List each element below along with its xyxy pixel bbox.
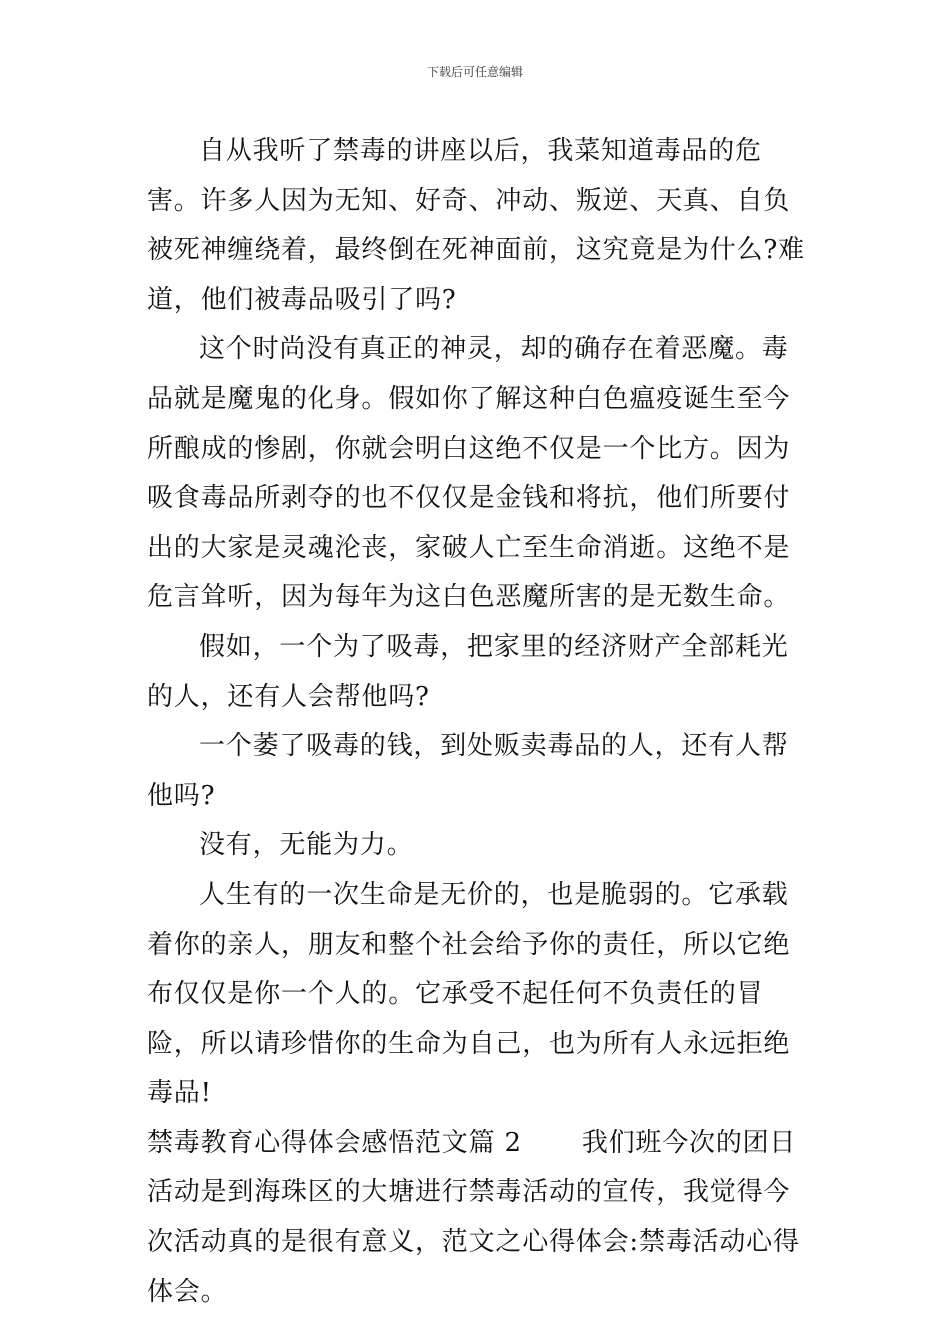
paragraph: 这个时尚没有真正的神灵，却的确存在着恶魔。毒品就是魔鬼的化身。假如你了解这种白色瘟疫诞生至今所酿成的惨剧，你就会明白这绝不仅是一个比方。因为吸食毒品所剥夺的也不仅仅是金钱和将抗，他们所要付出的大家是灵魂沦丧，家破人亡至生命消逝。这绝不是危言耸听，因为每年为这白色恶魔所害的是无数生命。 — [147, 334, 791, 613]
section-text: 我们班今次的团日活动是到海珠区的大塘进行禁毒活动的宣传，我觉得今次活动真的是很有意义，范文之心得体会:禁毒活动心得体会。 — [147, 1127, 800, 1307]
paragraph: 人生有的一次生命是无价的，也是脆弱的。它承载着你的亲人，朋友和整个社会给予你的责任，所以它绝布仅仅是你一个人的。它承受不起任何不负责任的冒险，所以请珍惜你的生命为自己，也为所有人永远拒绝毒品! — [147, 879, 791, 1109]
paragraph: 没有，无能为力。 — [199, 830, 414, 861]
page-header: 下载后可任意编辑 — [426, 65, 523, 79]
paragraph: 自从我听了禁毒的讲座以后，我菜知道毒品的危害。许多人因为无知、好奇、冲动、叛逆、天真、自负被死神缠绕着，最终倒在死神面前，这究竟是为什么?难道，他们被毒品吸引了吗? — [147, 136, 805, 315]
section-title: 禁毒教育心得体会感悟范文篇 2 — [147, 1127, 522, 1158]
paragraph: 假如，一个为了吸毒，把家里的经济财产全部耗光的人，还有人会帮他吗? — [147, 631, 789, 712]
section-paragraph — [147, 1119, 807, 1317]
paragraph: 一个萎了吸毒的钱，到处贩卖毒品的人，还有人帮他吗? — [147, 731, 789, 811]
document-body — [147, 127, 807, 1317]
